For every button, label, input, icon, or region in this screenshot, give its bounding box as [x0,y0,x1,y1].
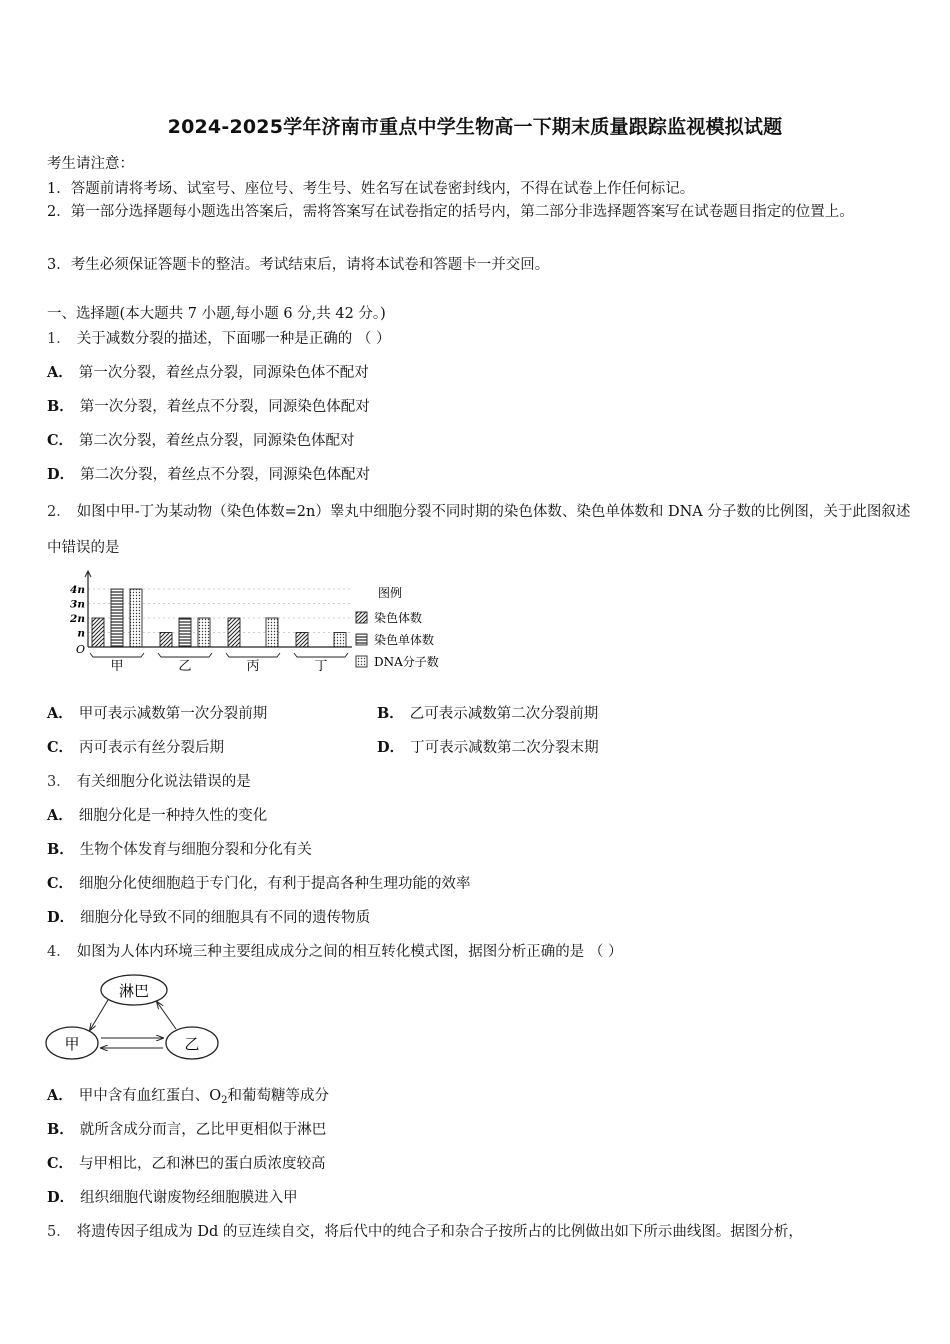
option-item [377,736,599,757]
subscript: 2 [221,1095,228,1106]
option-label: B． [47,841,74,858]
question-text: 有关细胞分化说法错误的是 [76,774,251,790]
node-a-label: 甲 [64,1035,80,1053]
option-item [47,361,369,382]
option-text: 第一次分裂，着丝点不分裂，同源染色体配对 [79,399,370,415]
question-number: 3． [47,774,71,790]
option-label: B． [377,705,404,722]
option-item [47,395,370,416]
category-label: 丙 [246,659,260,674]
legend-title: 图例 [378,586,403,600]
option-item [47,804,267,825]
option-item [47,838,312,859]
legend-swatch [356,634,367,645]
option-item [47,429,355,450]
notice-item: 2．第一部分选择题每小题选出答案后，需将答案写在试卷指定的括号内，第二部分非选择题答案写在试卷题目指定的位置上。 [47,204,854,220]
option-label: C． [47,739,74,756]
arrow-b-to-lymph [157,1002,176,1029]
question-number: 2． [47,504,71,520]
option-text: 生物个体发育与细胞分裂和分化有关 [79,842,312,858]
node-b-label: 乙 [184,1035,200,1053]
option-label: B． [47,398,74,415]
question-text: 关于减数分裂的描述，下面哪一种是正确的 （ ） [76,331,391,347]
option-text: 第二次分裂，着丝点分裂，同源染色体配对 [79,433,355,449]
option-label: A． [47,807,73,824]
option-label: A． [47,364,73,381]
category-label: 丁 [314,659,328,674]
option-text: 细胞分化导致不同的细胞具有不同的遗传物质 [80,910,371,926]
bar-0-0 [92,618,104,647]
option-text: 组织细胞代谢废物经细胞膜进入甲 [80,1190,298,1206]
notice-item: 1．答题前请将考场、试室号、座位号、考生号、姓名写在试卷密封线内，不得在试卷上作任何标记。 [47,181,695,197]
category-label: 甲 [110,659,124,674]
notice-item: 3．考生必须保证答题卡的整洁。考试结束后，请将本试卷和答题卡一并交回。 [47,257,550,273]
bar-chart [60,570,460,682]
option-text: 细胞分化使细胞趋于专门化，有利于提高各种生理功能的效率 [79,876,471,892]
option-item [47,1152,326,1173]
question-stem [47,770,251,791]
option-text: 丙可表示有丝分裂后期 [79,740,225,756]
category-bracket [90,653,144,657]
legend-label: 染色体数 [374,611,423,625]
section-heading: 一、选择题(本大题共 7 小题,每小题 6 分,共 42 分。) [47,306,386,322]
question-stem [47,494,912,566]
option-item [47,906,370,927]
question-text: 如图中甲-丁为某动物（染色体数=2n）睾丸中细胞分裂不同时期的染色体数、染色单体数和 DNA 分子数的比例图，关于此图叙述中错误的是 [47,504,911,556]
question-number: 4． [47,944,71,960]
option-label: D． [47,466,75,483]
option-label: D． [377,739,405,756]
question-stem [47,940,622,961]
option-text: 就所含成分而言，乙比甲更相似于淋巴 [79,1122,327,1138]
option-text: 和葡萄糖等成分 [227,1088,330,1104]
option-text: 细胞分化是一种持久性的变化 [78,808,268,824]
bar-3-0 [296,633,308,648]
option-item [377,702,598,723]
bar-1-1 [179,618,191,647]
bar-2-2 [266,618,278,647]
category-label: 乙 [178,659,192,674]
option-text: 乙可表示减数第二次分裂前期 [409,706,599,722]
option-text: 丁可表示减数第二次分裂末期 [410,740,599,756]
legend-label: 染色单体数 [374,633,435,647]
option-item [47,1186,298,1207]
question-text: 如图为人体内环境三种主要组成成分之间的相互转化模式图，据图分析正确的是 （ ） [76,944,623,960]
option-label: A． [47,705,73,722]
question-stem [47,327,390,348]
option-item [47,702,267,723]
option-label: C． [47,1155,74,1172]
notice-heading: 考生请注意： [47,156,134,172]
option-text: 甲可表示减数第一次分裂前期 [78,706,268,722]
origin-label: O [76,643,86,656]
option-label: C． [47,875,74,892]
y-tick-label: 3n [70,598,85,611]
bar-0-1 [111,589,123,647]
category-bracket [158,653,212,657]
bar-3-2 [334,633,346,648]
option-item [47,1084,329,1106]
option-item [47,1118,326,1139]
question-number: 1． [47,331,71,347]
question-stem [47,1220,803,1241]
option-label: C． [47,432,74,449]
bar-1-2 [198,618,210,647]
option-label: D． [47,909,75,926]
legend-label: DNA分子数 [374,655,439,669]
question-number: 5． [47,1224,71,1240]
body-fluid-diagram [44,972,224,1064]
option-item [47,872,471,893]
bar-1-0 [160,633,172,648]
lymph-label: 淋巴 [118,982,150,1000]
option-text: 第一次分裂，着丝点分裂，同源染色体不配对 [78,365,369,381]
y-tick-label: 2n [70,613,85,625]
y-tick-label: 4n [70,584,85,596]
option-label: D． [47,1189,75,1206]
option-text: 第二次分裂，着丝点不分裂，同源染色体配对 [80,467,371,483]
option-text: 甲中含有血红蛋白、O [78,1088,222,1104]
page-title: 2024-2025学年济南市重点中学生物高一下期末质量跟踪监视模拟试题 [167,116,783,138]
option-item [47,463,370,484]
legend-swatch [356,656,367,667]
category-bracket [226,653,280,657]
legend-swatch [356,612,367,623]
option-text: 与甲相比，乙和淋巴的蛋白质浓度较高 [79,1156,326,1172]
bar-0-2 [130,589,142,647]
question-text: 将遗传因子组成为 Dd 的豆连续自交，将后代中的纯合子和杂合子按所占的比例做出如下所示曲线图。据图分析， [76,1224,803,1240]
bar-2-0 [228,618,240,647]
category-bracket [294,653,348,657]
y-tick-label: n [77,627,85,640]
option-label: A． [47,1087,73,1104]
option-item [47,736,224,757]
arrow-lymph-to-a [90,1000,108,1030]
option-label: B． [47,1121,74,1138]
